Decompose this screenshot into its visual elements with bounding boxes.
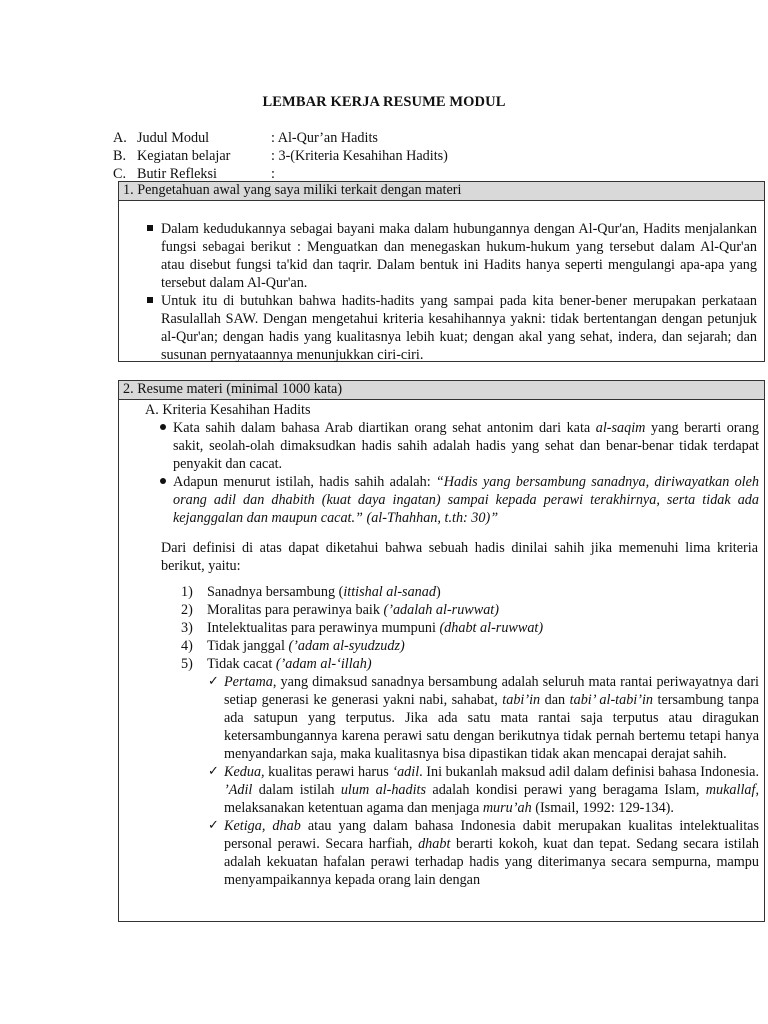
term: (dhabt al-ruwwat) — [439, 620, 544, 636]
section-heading: 1. Pengetahuan awal yang saya miliki terkait dengan materi — [119, 182, 764, 201]
para-text: kualitas perawi harus — [264, 764, 393, 780]
info-letter: A. — [113, 130, 127, 146]
criteria-item — [181, 583, 761, 601]
criteria-intro: Dari definisi di atas dapat diketahui bahwa sebuah hadis dinilai sahih jika memenuhi lima kriteria berikut, yaitu: — [161, 540, 758, 574]
item-number: 3) — [181, 620, 193, 636]
bullet-text: yang berarti orang sakit, seolah-olah dimaksudkan hadis sahih adalah hadis yang sehat dan benar-benar tidak terdapat penyakit dan cacat. — [173, 420, 759, 472]
ordinal: Pertama — [224, 674, 273, 690]
quote: “Hadis yang bersambung sanadnya, diriwayatkan oleh orang adil dan dhabith (kuat daya ingatan) sampai kepada perawi terakhirnya, serta tidak ada kejanggalan dan maupun cacat.” (al-Thahhan, t.th: 30)” — [173, 474, 759, 526]
section-resume — [118, 380, 765, 922]
subheading: A. Kriteria Kesahihan Hadits — [145, 402, 311, 418]
bullet-text: Kata sahih dalam bahasa Arab diartikan orang sehat antonim dari kata — [173, 420, 596, 436]
criteria-item — [181, 601, 761, 619]
criteria-list — [181, 583, 761, 673]
item-number: 4) — [181, 638, 193, 654]
para-text: (Ismail, 1992: 129-134). — [531, 800, 674, 816]
round-bullet-icon — [160, 478, 166, 484]
checkmark-icon: ✓ — [208, 674, 219, 689]
list-item — [147, 220, 757, 292]
term: dhabt — [418, 836, 451, 852]
info-label: Butir Refleksi — [137, 166, 217, 182]
info-value: : — [271, 166, 275, 182]
info-value: : Al-Qur’an Hadits — [271, 130, 378, 146]
term: ulum al-hadits — [340, 782, 427, 798]
term: (’adam al-syudzudz) — [288, 638, 405, 654]
item-text: Tidak cacat — [207, 656, 276, 672]
para-text: dan — [540, 692, 570, 708]
bullet-text: Untuk itu di butuhkan bahwa hadits-hadits yang sampai pada kita bener-bener merupakan perkataan Rasulallah SAW. Dengan mengetahui kriteria kesahihannya yakni: tidak bertentangan dengan petunjuk al-Qur'an; dengan hadis yang kualitasnya lebih kuat; dengan akal yang sehat, indera, dan sejarah; dan susunan pernyataannya menunjukkan ciri-ciri. — [161, 293, 757, 363]
list-item — [207, 817, 759, 889]
info-label: Kegiatan belajar — [137, 148, 231, 164]
bullet-text: Adapun menurut istilah, hadis sahih adalah: — [173, 474, 436, 490]
term: muru’ah — [482, 800, 532, 816]
term: mukallaf — [705, 782, 756, 798]
checkmark-icon: ✓ — [208, 764, 219, 779]
info-letter: B. — [113, 148, 127, 164]
info-letter: C. — [113, 166, 127, 182]
criteria-item — [181, 619, 761, 637]
para-text: dalam istilah — [252, 782, 341, 798]
ordinal: Kedua, — [224, 764, 265, 780]
para-text: tersambung tanpa ada satupun yang terputus. Jika ada satu mata rantai saja terputus atau diragukan ketersambungannya karena perawi satu dengan berikutnya tidak pernah bertemu tetapi hanya menyandarkan saja, maka kualitasnya bisa dipastikan tidak akan mencapai derajat sahih. — [224, 692, 759, 762]
definition-list — [159, 419, 759, 527]
term: al-saqim — [595, 420, 646, 436]
criteria-explanations — [207, 673, 759, 889]
item-number: 1) — [181, 584, 193, 600]
criteria-item — [181, 655, 761, 673]
term: tabi’in — [502, 692, 541, 708]
list-item — [159, 419, 759, 473]
list-item — [207, 673, 759, 763]
list-item — [159, 473, 759, 527]
para-text: adalah kondisi perawi yang beragama Islam, — [426, 782, 706, 798]
term: tabi’ al-tabi’in — [569, 692, 654, 708]
list-item — [207, 763, 759, 817]
item-text: Tidak janggal — [207, 638, 289, 654]
info-value: : 3-(Kriteria Kesahihan Hadits) — [271, 148, 448, 164]
prior-knowledge-list — [147, 220, 757, 364]
item-text: Sanadnya bersambung ( — [207, 584, 344, 600]
section-prior-knowledge — [118, 181, 765, 362]
square-bullet-icon — [147, 297, 153, 303]
para-text: , yang dimaksud sanadnya bersambung adalah seluruh mata rantai periwayatnya dari setiap generasi ke generasi yakni nabi, sahabat, — [224, 674, 759, 708]
term: ’Adil — [224, 782, 253, 798]
bullet-text: Dalam kedudukannya sebagai bayani maka dalam hubungannya dengan Al-Qur'an, Hadits menjalankan fungsi sebagai berikut : Menguatkan dan menegaskan hukum-hukum yang tersebut dalam Al-Qur'an atau disebut fungsi ta'kid dan taqrir. Dalam bentuk ini Hadits hanya seperti mengulangi apa-apa yang tersebut dalam Al-Qur'an. — [161, 221, 757, 291]
ordinal: Ketiga, dhab — [224, 818, 301, 834]
item-number: 2) — [181, 602, 193, 618]
info-label: Judul Modul — [137, 130, 210, 146]
list-item — [147, 292, 757, 364]
section-heading: 2. Resume materi (minimal 1000 kata) — [119, 381, 764, 400]
term: ittishal al-sanad — [343, 584, 436, 600]
item-number: 5) — [181, 656, 193, 672]
para-text: berarti kokoh, kuat dan tepat. Sedang secara istilah adalah kekuatan hafalan perawi terhadap hadis yang diterimanya secara sempurna, mampu menyampaikannya kepada orang lain dengan — [224, 836, 759, 888]
item-text: Moralitas para perawinya baik — [207, 602, 384, 618]
item-text: Intelektualitas para perawinya mumpuni — [207, 620, 440, 636]
term: (’adalah al-ruwwat) — [383, 602, 499, 618]
criteria-item — [181, 637, 761, 655]
para-text: atau yang dalam bahasa Indonesia dabit merupakan kualitas intelektualitas personal perawi. Secara harfiah, — [224, 818, 759, 852]
checkmark-icon: ✓ — [208, 818, 219, 833]
term: ‘adil — [392, 764, 420, 780]
page-title: LEMBAR KERJA RESUME MODUL — [262, 94, 506, 110]
square-bullet-icon — [147, 225, 153, 231]
item-text: ) — [435, 584, 441, 600]
para-text: , melaksanakan ketentuan agama dan menjaga — [224, 782, 759, 816]
round-bullet-icon — [160, 424, 166, 430]
para-text: . Ini bukanlah maksud adil dalam definisi bahasa Indonesia. — [419, 764, 759, 780]
term: (’adam al-‘illah) — [275, 656, 372, 672]
